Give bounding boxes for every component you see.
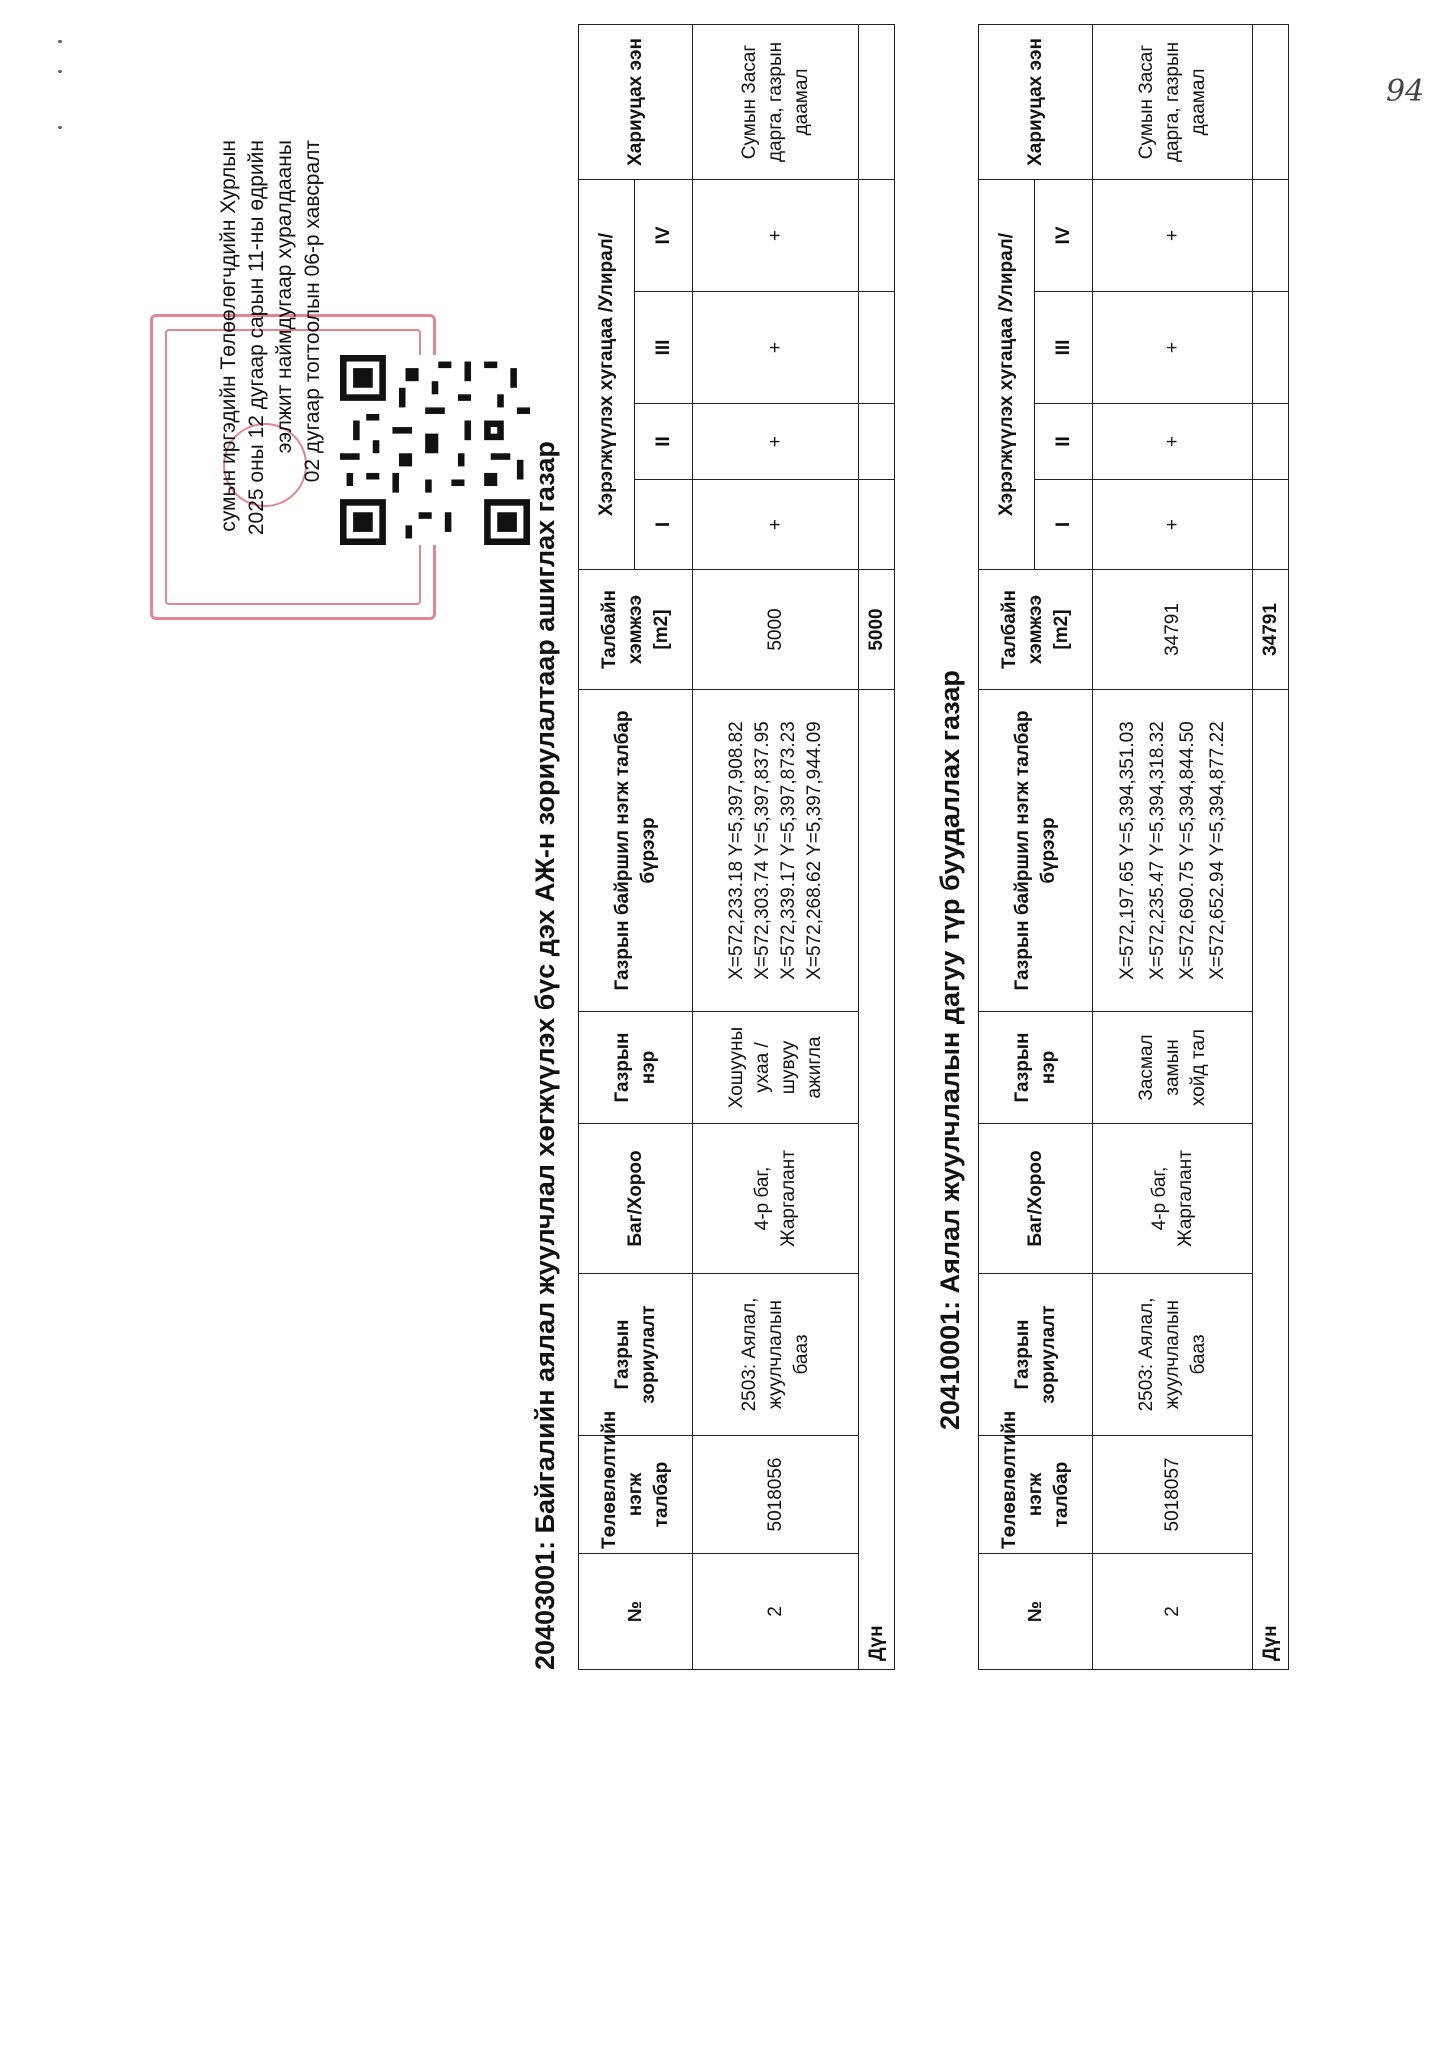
header-q3: III [1035, 292, 1093, 404]
page-number: 94 [1386, 74, 1425, 109]
cell-responsible: Сумын Засаг дарга, газрын даамал [693, 24, 859, 179]
header-area: Талбайн хэмжээ [m2] [579, 570, 693, 690]
header-name: Газрын нэр [579, 1012, 693, 1124]
header-q2: II [1035, 404, 1093, 480]
header-q1: I [635, 480, 693, 570]
header-q4: IV [635, 179, 693, 291]
header-q1: I [1035, 480, 1093, 570]
decree-line: 02 дугаар тогтоолын 06-р хавсралт [301, 140, 324, 483]
coord-line: X=572,652.94 Y=5,394,877.22 [1206, 721, 1228, 980]
cell-area: 34791 [1093, 570, 1253, 690]
cell-q3: + [693, 292, 859, 404]
total-value: 34791 [1253, 570, 1289, 690]
cell-q2: + [693, 404, 859, 480]
coord-line: X=572,303.74 Y=5,397,837.95 [751, 721, 773, 980]
total-label: Дүн [1253, 690, 1289, 1670]
qr-code [340, 350, 530, 550]
cell-q3: + [1093, 292, 1253, 404]
cell-coords [1093, 690, 1253, 1012]
cell-q4: + [693, 179, 859, 291]
header-period: Хэрэгжүүлэх хугацаа /Улирал/ [979, 179, 1035, 569]
land-table [978, 24, 1289, 1670]
header-bag: Баг/Хороо [979, 1124, 1093, 1274]
header-purpose: Газрын зориулалт [979, 1274, 1093, 1436]
cell-q4: + [1093, 179, 1253, 291]
decree-text [215, 140, 327, 700]
land-table [578, 24, 895, 1670]
header-no: № [979, 1554, 1093, 1670]
cell-q2: + [1093, 404, 1253, 480]
cell-unit: 5018057 [1093, 1436, 1253, 1554]
total-row [859, 24, 895, 1669]
total-row [1253, 24, 1289, 1669]
header-responsible: Хариуцах ээн [979, 24, 1093, 179]
header-bag: Баг/Хороо [579, 1124, 693, 1274]
header-q4: IV [1035, 179, 1093, 291]
cell-purpose: 2503: Аялал, жуулчлалын бааз [1093, 1274, 1253, 1436]
cell-name: Хошууны ухаа /шувуу ажигла [693, 1012, 859, 1124]
header-responsible: Хариуцах ээн [579, 24, 693, 179]
total-label: Дүн [859, 690, 895, 1670]
header-name: Газрын нэр [979, 1012, 1093, 1124]
header-no: № [579, 1554, 693, 1670]
table-row [693, 24, 859, 1669]
cell-bag: 4-р баг, Жаргалант [1093, 1124, 1253, 1274]
cell-area: 5000 [693, 570, 859, 690]
header-purpose: Газрын зориулалт [579, 1274, 693, 1436]
cell-q1: + [693, 480, 859, 570]
coord-line: X=572,235.47 Y=5,394,318.32 [1146, 721, 1168, 980]
header-period: Хэрэгжүүлэх хугацаа /Улирал/ [579, 179, 635, 569]
header-area: Талбайн хэмжээ [m2] [979, 570, 1093, 690]
cell-bag: 4-р баг, Жаргалант [693, 1124, 859, 1274]
header-unit: Төлөвлөлтийн нэгж талбар [579, 1436, 693, 1554]
cell-name: Засмал замын хойд тал [1093, 1012, 1253, 1124]
decree-line: ээлжит наймдугаар хуралдааны [273, 140, 296, 454]
section-title: 20410001: Аялал жуулчлалын дагуу түр буудаллах газар [935, 670, 965, 1430]
table-row [1093, 24, 1253, 1669]
cell-unit: 5018056 [693, 1436, 859, 1554]
cell-responsible: Сумын Засаг дарга, газрын даамал [1093, 24, 1253, 179]
coord-line: X=572,339.17 Y=5,397,873.23 [777, 721, 799, 980]
coord-line: X=572,233.18 Y=5,397,908.82 [725, 721, 747, 980]
cell-no: 2 [693, 1554, 859, 1670]
header-coords: Газрын байршил нэгж талбар бүрээр [979, 690, 1093, 1012]
decree-line: 2025 оны 12 дугаар сарын 11-ны өдрийн [245, 140, 268, 536]
cell-no: 2 [1093, 1554, 1253, 1670]
coord-line: X=572,690.75 Y=5,394,844.50 [1176, 721, 1198, 980]
header-q2: II [635, 404, 693, 480]
header-coords: Газрын байршил нэгж талбар бүрээр [579, 690, 693, 1012]
header-q3: III [635, 292, 693, 404]
cell-purpose: 2503: Аялал, жуулчлалын бааз [693, 1274, 859, 1436]
decree-line: сумын иргэдийн Төлөөлөгчдийн Хурлын [217, 140, 240, 532]
coord-line: X=572,268.62 Y=5,397,944.09 [803, 721, 825, 980]
total-value: 5000 [859, 570, 895, 690]
cell-coords [693, 690, 859, 1012]
header-unit: Төлөвлөлтийн нэгж талбар [979, 1436, 1093, 1554]
coord-line: X=572,197.65 Y=5,394,351.03 [1116, 721, 1138, 980]
cell-q1: + [1093, 480, 1253, 570]
section-title: 20403001: Байгалийн аялал жуулчлал хөгжүүлэх бүс дэх АЖ-н зориулалтаар ашиглах газар [530, 441, 560, 1670]
